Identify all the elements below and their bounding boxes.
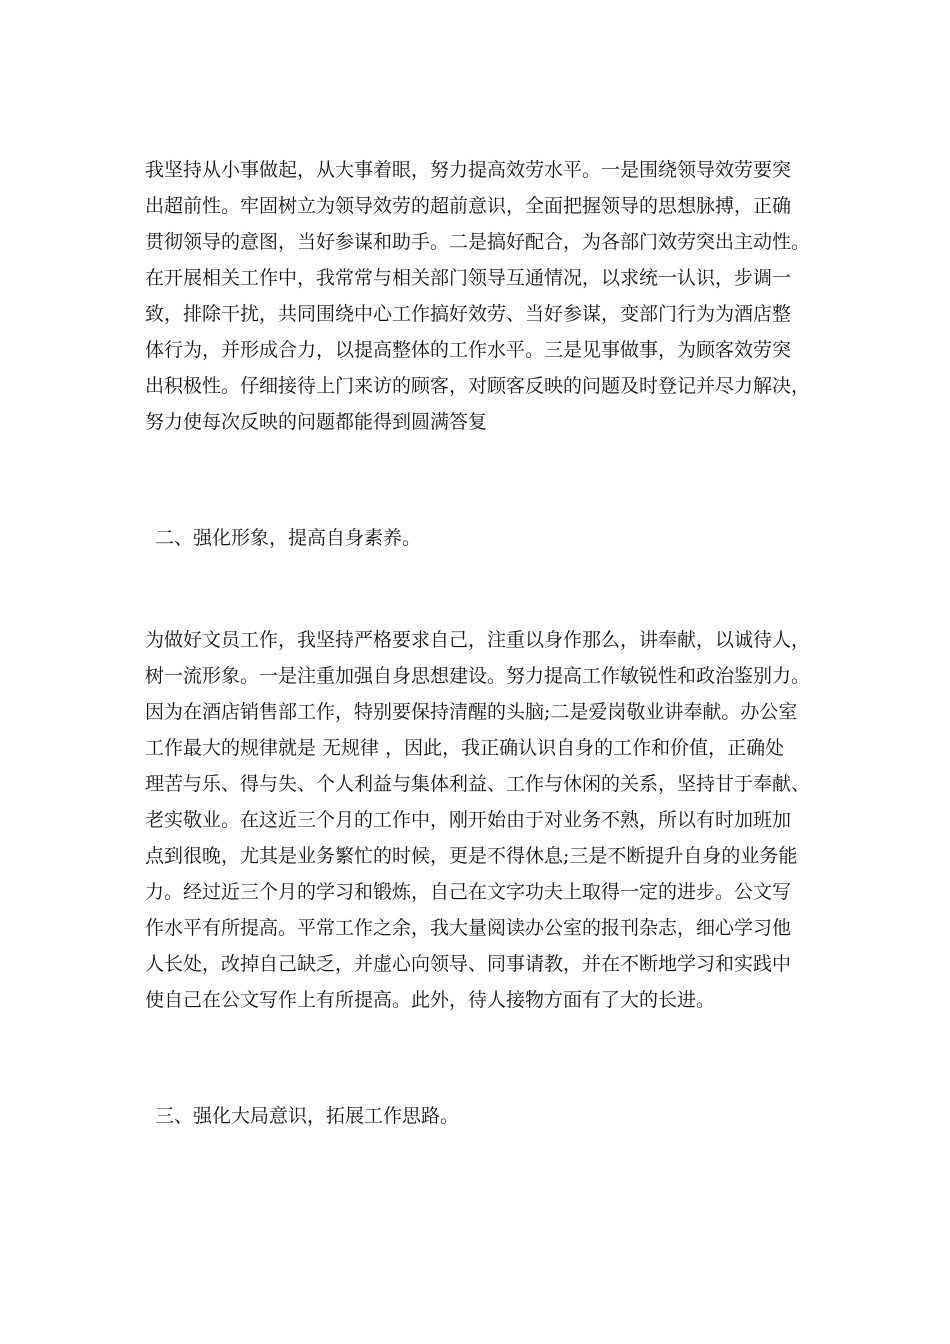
text-line: 力。经过近三个月的学习和锻炼，自己在文字功夫上取得一定的进步。公文写: [145, 881, 792, 903]
section-heading-2: 二、强化形象，提高自身素养。: [155, 527, 422, 549]
text-line: 出超前性。牢固树立为领导效劳的超前意识，全面把握领导的思想脉搏，正确: [145, 195, 792, 217]
text-line: 因为在酒店销售部工作，特别要保持清醒的头脑;二是爱岗敬业讲奉献。办公室: [145, 701, 798, 723]
section-heading-3: 三、强化大局意识，拓展工作思路。: [155, 1105, 460, 1127]
text-line: 树一流形象。一是注重加强自身思想建设。努力提高工作敏锐性和政治鉴别力。: [145, 665, 811, 687]
text-line: 作水平有所提高。平常工作之余，我大量阅读办公室的报刊杂志，细心学习他: [145, 917, 792, 939]
text-line: 出积极性。仔细接待上门来访的顾客，对顾客反映的问题及时登记并尽力解决，: [145, 375, 811, 397]
text-line: 理苦与乐、得与失、个人利益与集体利益、工作与休闲的关系，坚持甘于奉献、: [145, 773, 811, 795]
text-line: 使自己在公文写作上有所提高。此外，待人接物方面有了大的长进。: [145, 989, 716, 1011]
paragraph-self-improvement: [145, 622, 825, 1018]
text-line: 工作最大的规律就是 无规律 ，因此，我正确认识自身的工作和价值，正确处: [145, 737, 785, 759]
text-line: 努力使每次反映的问题都能得到圆满答复: [145, 411, 488, 433]
text-line: 为做好文员工作，我坚持严格要求自己，注重以身作那么，讲奉献，以诚待人，: [145, 629, 811, 651]
text-line: 老实敬业。在这近三个月的工作中，刚开始由于对业务不熟，所以有时加班加: [145, 809, 792, 831]
text-line: 人长处，改掉自己缺乏，并虚心向领导、同事请教，并在不断地学习和实践中: [145, 953, 792, 975]
text-line: 在开展相关工作中，我常常与相关部门领导互通情况，以求统一认识，步调一: [145, 267, 792, 289]
text-line: 点到很晚，尤其是业务繁忙的时候，更是不得休息;三是不断提升自身的业务能: [145, 845, 798, 867]
text-line: 致，排除干扰，共同围绕中心工作搞好效劳、当好参谋，变部门行为为酒店整: [145, 303, 792, 325]
paragraph-service-level: [145, 152, 825, 440]
text-line: 贯彻领导的意图，当好参谋和助手。二是搞好配合，为各部门效劳突出主动性。: [145, 231, 811, 253]
text-line: 体行为，并形成合力，以提高整体的工作水平。三是见事做事，为顾客效劳突: [145, 339, 792, 361]
text-line: 我坚持从小事做起，从大事着眼，努力提高效劳水平。一是围绕领导效劳要突: [145, 159, 792, 181]
